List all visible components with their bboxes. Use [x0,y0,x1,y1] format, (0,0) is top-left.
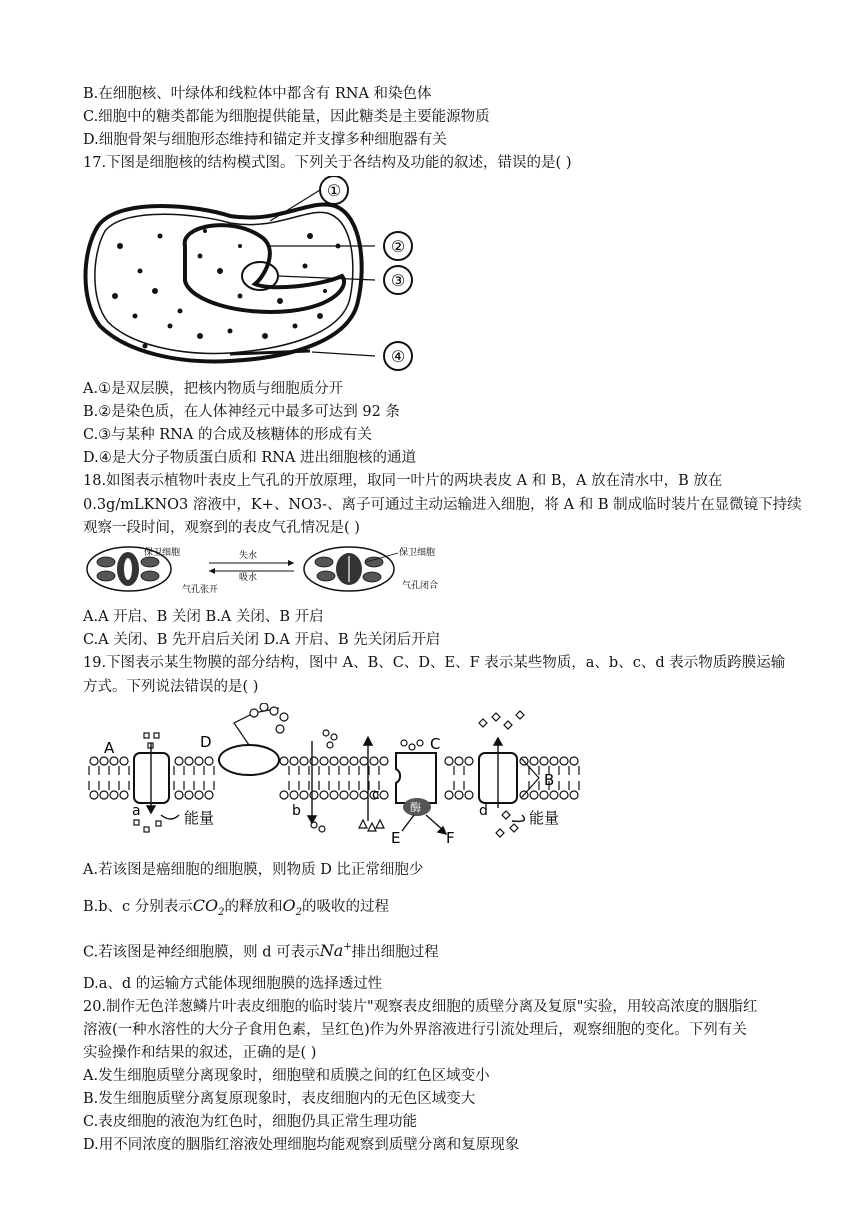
label-c: c [372,787,380,803]
stoma-closed-label: 气孔闭合 [402,581,439,591]
label-d: d [479,803,488,819]
lose-water-label: 失水 [239,551,258,561]
membrane-figure [84,703,624,848]
label-E: E [391,829,401,847]
q18-options-2: C.A 关闭、B 先开启后关闭 D.A 开启、B 先关闭后开启 [83,632,441,648]
o2-sub: 2 [295,907,303,919]
label-b: b [292,803,301,819]
q19-option-c [83,938,828,962]
chromatin-inner-outline [185,225,344,312]
q18-stem-1: 18.如图表示植物叶表皮上气孔的开放原理，取同一叶片的两块表皮 A 和 B，A 放在清水中，B 放在 [83,473,723,489]
q20-stem-1: 20.制作无色洋葱鳞片叶表皮细胞的临时装片"观察表皮细胞的质壁分离及复原"实验，用较高浓度的胭脂红 [83,999,758,1015]
co2-formula [192,896,225,919]
co2-sub: 2 [218,907,225,919]
label-4: ④ [390,347,406,366]
guard-cell-right-label: 保卫细胞 [399,548,436,558]
o2-text: O [282,896,296,915]
q20-stem-3: 实验操作和结果的叙述，正确的是( ) [83,1045,317,1061]
q19-option-d: D.a、d 的运输方式能体现细胞膜的选择透过性 [83,976,383,992]
label-a: a [132,803,141,819]
q17-stem: 17.下图是细胞核的结构模式图。下列关于各结构及功能的叙述，错误的是( ) [83,155,572,171]
q20-option-d: D.用不同浓度的胭脂红溶液处理细胞均能观察到质壁分离和复原现象 [83,1137,520,1153]
q18-options-1: A.A 开启、B 关闭 B.A 关闭、B 开启 [83,609,324,625]
q19-option-c-post: 排出细胞过程 [351,944,439,961]
absorb-water-label: 吸水 [239,573,258,583]
label-F: F [446,829,455,847]
na-sup: + [343,942,352,953]
label-C: C [430,735,441,753]
q16-option-d: D.细胞骨架与细胞形态维持和锚定并支撑多种细胞器有关 [83,132,447,148]
q16-option-b: B.在细胞核、叶绿体和线粒体中都含有 RNA 和染色体 [83,86,432,102]
label-B: B [544,771,555,789]
q19-option-b [83,896,828,923]
q16-option-c: C.细胞中的糖类都能为细胞提供能量，因此糖类是主要能源物质 [83,109,490,125]
q19-stem-1: 19.下图表示某生物膜的部分结构，图中 A、B、C、D、E、F 表示某些物质，a、b、c、d 表示物质跨膜运输 [83,655,786,671]
q20-stem-2: 溶液(一种水溶性的大分子食用色素，呈红色)作为外界溶液进行引流处理后，观察细胞的变化。下列有关 [83,1022,747,1038]
q18-stem-2: 0.3g/mLKNO3 溶液中，K+、NO3-、离子可通过主动运输进入细胞，将 A 和 B 制成临时装片在显微镜下持续 [83,497,802,513]
stoma-open-label: 气孔张开 [182,585,219,594]
q17-option-a: A.①是双层膜，把核内物质与细胞质分开 [83,381,344,397]
stoma-figure [84,544,484,594]
label-D: D [200,733,212,751]
na-text: Na [319,941,344,961]
q20-option-c: C.表皮细胞的液泡为红色时，细胞仍具正常生理功能 [83,1114,418,1130]
enzyme-label: 酶 [410,801,421,814]
q19-option-a: A.若该图是癌细胞的细胞膜，则物质 D 比正常细胞少 [83,862,424,878]
q19-stem-2: 方式。下列说法错误的是( ) [83,679,259,695]
q17-option-c: C.③与某种 RNA 的合成及核糖体的形成有关 [83,427,372,443]
q17-option-b: B.②是染色质，在人体神经元中最多可达到 92 条 [83,404,400,420]
energy-right-label: 能量 [529,809,560,827]
q17-option-d: D.④是大分子物质蛋白质和 RNA 进出细胞核的通道 [83,450,417,466]
chromatin-dots [112,229,341,349]
q19-option-b-mid: 的释放和 [224,899,283,915]
label-3: ③ [390,271,406,290]
energy-left-label: 能量 [184,809,215,827]
nucleus-figure [80,176,440,376]
label-1: ① [326,181,342,200]
o2-formula [282,896,303,919]
guard-cell-left-label: 保卫细胞 [144,548,181,558]
q19-option-b-post: 的吸收的过程 [302,899,390,915]
q19-option-b-pre: B.b、c 分别表示 [83,899,193,915]
q18-stem-3: 观察一段时间，观察到的表皮气孔情况是( ) [83,520,360,536]
na-formula [320,941,352,960]
q20-option-a: A.发生细胞质壁分离现象时，细胞壁和质膜之间的红色区域变小 [83,1068,490,1084]
label-A: A [104,739,115,757]
q20-option-b: B.发生细胞质壁分离复原现象时，表皮细胞内的无色区域变大 [83,1091,476,1107]
label-2: ② [390,237,406,256]
q19-option-c-pre: C.若该图是神经细胞膜，则 d 可表示 [83,944,320,961]
co2-text: CO [192,896,219,915]
